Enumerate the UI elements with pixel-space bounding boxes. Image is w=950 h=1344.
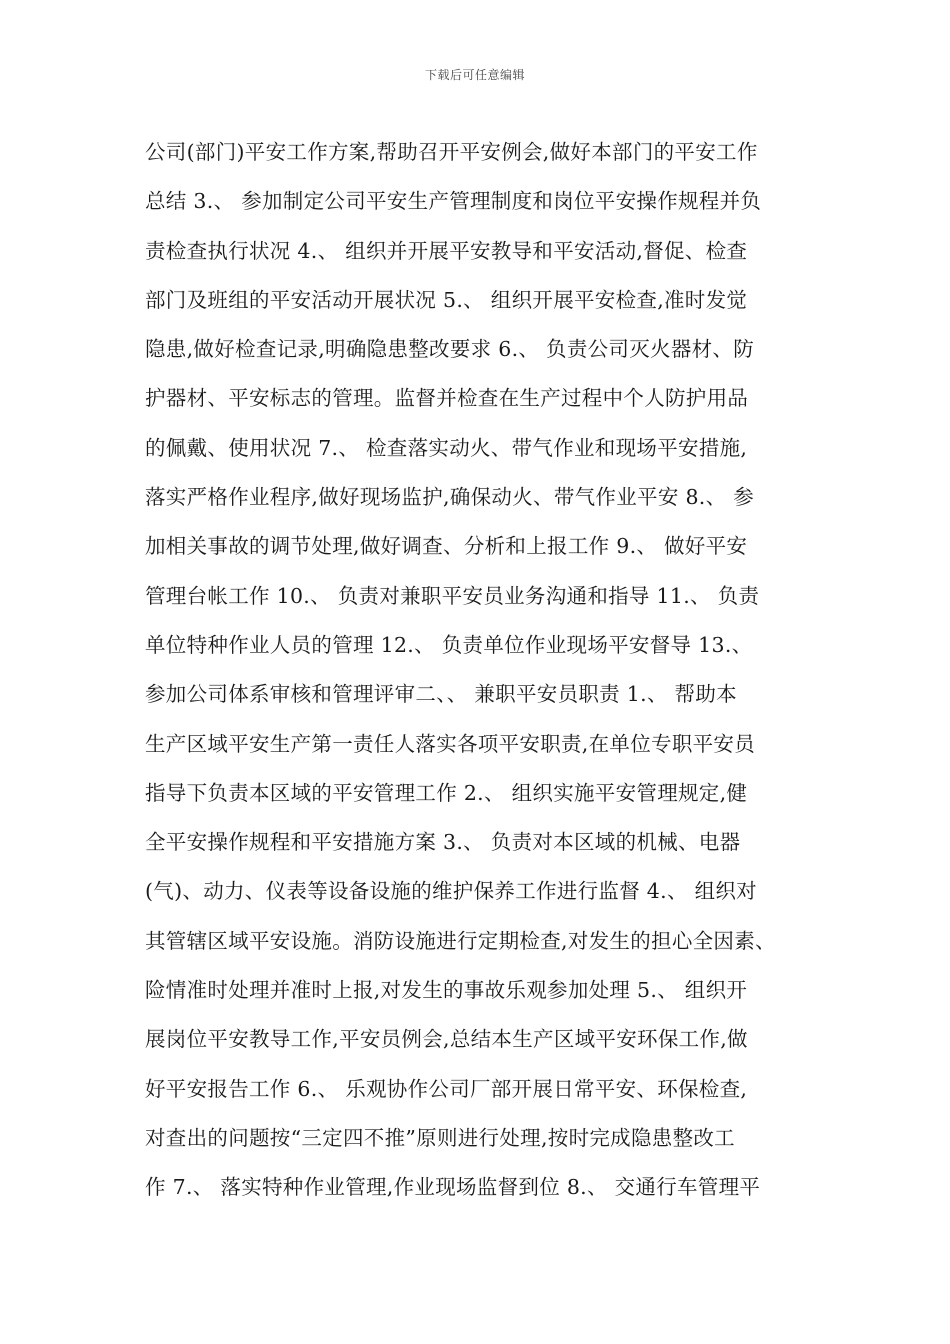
text-line: 总结 3.、 参加制定公司平安生产管理制度和岗位平安操作规程并负 <box>145 189 762 214</box>
page-header: 下载后可任意编辑 <box>424 68 525 82</box>
text-line: 部门及班组的平安活动开展状况 5.、 组织开展平安检查,准时发觉 <box>145 287 748 312</box>
text-line: 加相关事故的调节处理,做好调查、分析和上报工作 9.、 做好平安 <box>145 534 748 559</box>
text-line: 全平安操作规程和平安措施方案 3.、 负责对本区域的机械、电器 <box>145 830 741 855</box>
text-line: 好平安报告工作 6.、 乐观协作公司厂部开展日常平安、环保检查, <box>145 1076 748 1101</box>
document-body <box>145 128 825 1213</box>
text-line: (气)、动力、仪表等设备设施的维护保养工作进行监督 4.、 组织对 <box>145 879 757 904</box>
text-line: 对查出的问题按“三定四不推”原则进行处理,按时完成隐患整改工 <box>145 1125 735 1150</box>
text-line: 管理台帐工作 10.、 负责对兼职平安员业务沟通和指导 11.、 负责 <box>145 583 760 608</box>
text-line: 展岗位平安教导工作,平安员例会,总结本生产区域平安环保工作,做 <box>145 1027 748 1052</box>
text-line: 作 7.、 落实特种作业管理,作业现场监督到位 8.、 交通行车管理平 <box>145 1175 761 1200</box>
text-line: 的佩戴、使用状况 7.、 检查落实动火、带气作业和现场平安措施, <box>145 435 748 460</box>
text-line: 责检查执行状况 4.、 组织并开展平安教导和平安活动,督促、检查 <box>145 238 748 263</box>
text-line: 生产区域平安生产第一责任人落实各项平安职责,在单位专职平安员 <box>145 731 756 756</box>
text-line: 公司(部门)平安工作方案,帮助召开平安例会,做好本部门的平安工作 <box>145 140 758 164</box>
text-line: 落实严格作业程序,做好现场监护,确保动火、带气作业平安 8.、 参 <box>145 485 755 510</box>
text-line: 指导下负责本区域的平安管理工作 2.、 组织实施平安管理规定,健 <box>145 780 748 805</box>
text-line: 险情准时处理并准时上报,对发生的事故乐观参加处理 5.、 组织开 <box>145 978 748 1003</box>
text-line: 护器材、平安标志的管理。监督并检查在生产过程中个人防护用品 <box>145 386 749 411</box>
text-line: 单位特种作业人员的管理 12.、 负责单位作业现场平安督导 13.、 <box>145 632 753 657</box>
text-line: 其管辖区域平安设施。消防设施进行定期检查,对发生的担心全因素、 <box>145 928 776 953</box>
text-line: 参加公司体系审核和管理评审二、、 兼职平安员职责 1.、 帮助本 <box>145 682 737 707</box>
text-line: 隐患,做好检查记录,明确隐患整改要求 6.、 负责公司灭火器材、防 <box>145 337 755 362</box>
